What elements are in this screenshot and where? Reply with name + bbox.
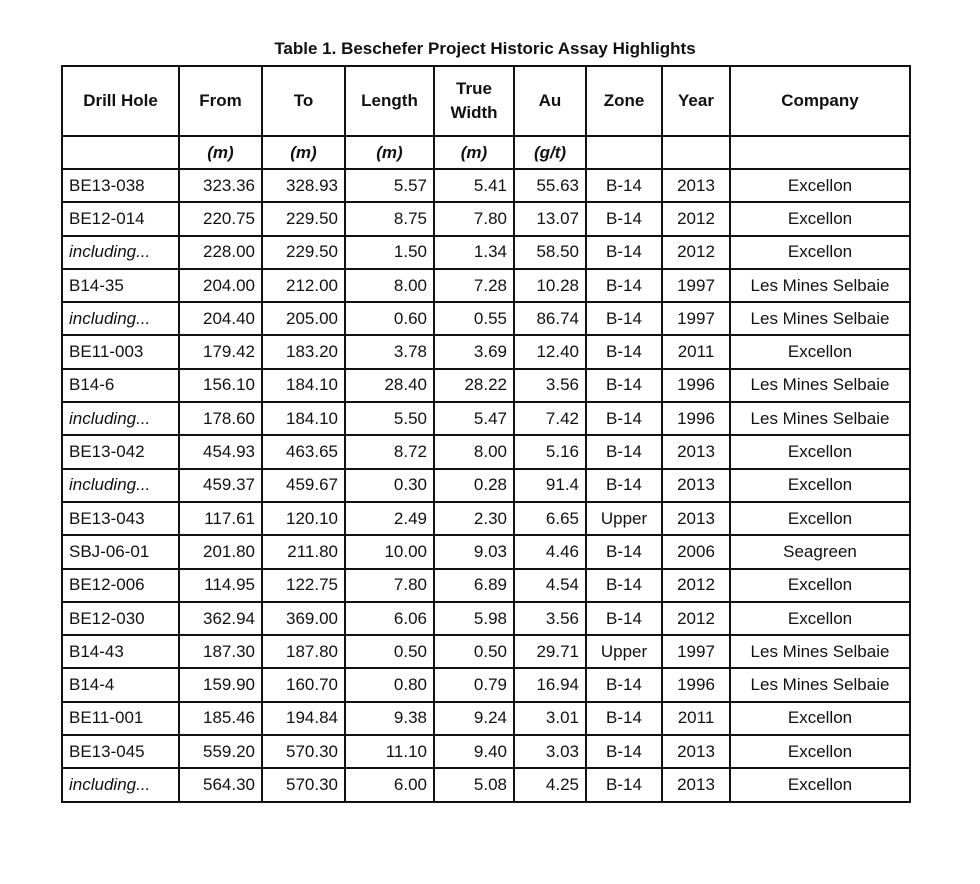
cell-au: 12.40 — [514, 335, 586, 368]
cell-company: Les Mines Selbaie — [730, 269, 910, 302]
cell-true-width: 5.47 — [434, 402, 514, 435]
cell-zone: B-14 — [586, 302, 662, 335]
cell-true-width: 1.34 — [434, 236, 514, 269]
table-row — [62, 535, 910, 568]
cell-drill-hole: B14-43 — [62, 635, 179, 668]
cell-au: 4.46 — [514, 535, 586, 568]
cell-to: 570.30 — [262, 768, 345, 801]
table-row — [62, 169, 910, 202]
table-row — [62, 335, 910, 368]
cell-true-width: 9.03 — [434, 535, 514, 568]
cell-to: 369.00 — [262, 602, 345, 635]
header-company: Company — [730, 66, 910, 136]
cell-year: 2012 — [662, 602, 730, 635]
cell-zone: B-14 — [586, 169, 662, 202]
cell-from: 187.30 — [179, 635, 262, 668]
cell-year: 1996 — [662, 668, 730, 701]
cell-zone: B-14 — [586, 569, 662, 602]
unit-true-width: (m) — [434, 136, 514, 169]
cell-year: 2011 — [662, 702, 730, 735]
cell-au: 16.94 — [514, 668, 586, 701]
table-row — [62, 635, 910, 668]
cell-to: 183.20 — [262, 335, 345, 368]
cell-drill-hole: BE13-038 — [62, 169, 179, 202]
table-row — [62, 435, 910, 468]
cell-year: 2013 — [662, 435, 730, 468]
cell-company: Excellon — [730, 768, 910, 801]
cell-to: 328.93 — [262, 169, 345, 202]
cell-company: Excellon — [730, 169, 910, 202]
cell-year: 1996 — [662, 402, 730, 435]
cell-company: Excellon — [730, 202, 910, 235]
table-row — [62, 269, 910, 302]
cell-zone: B-14 — [586, 202, 662, 235]
cell-zone: B-14 — [586, 402, 662, 435]
cell-drill-hole: BE12-030 — [62, 602, 179, 635]
cell-drill-hole: BE12-014 — [62, 202, 179, 235]
cell-year: 2013 — [662, 469, 730, 502]
cell-au: 3.56 — [514, 369, 586, 402]
cell-length: 0.30 — [345, 469, 434, 502]
cell-zone: B-14 — [586, 768, 662, 801]
unit-drill-hole — [62, 136, 179, 169]
unit-au: (g/t) — [514, 136, 586, 169]
cell-from: 564.30 — [179, 768, 262, 801]
header-au: Au — [514, 66, 586, 136]
cell-zone: B-14 — [586, 369, 662, 402]
cell-company: Les Mines Selbaie — [730, 302, 910, 335]
cell-company: Excellon — [730, 435, 910, 468]
cell-au: 91.4 — [514, 469, 586, 502]
unit-year — [662, 136, 730, 169]
cell-true-width: 9.40 — [434, 735, 514, 768]
cell-company: Excellon — [730, 735, 910, 768]
table-title: Table 1. Beschefer Project Historic Assay Highlights — [274, 39, 696, 58]
units-row — [62, 136, 910, 169]
cell-from: 228.00 — [179, 236, 262, 269]
cell-year: 1996 — [662, 369, 730, 402]
cell-from: 156.10 — [179, 369, 262, 402]
cell-from: 323.36 — [179, 169, 262, 202]
cell-drill-hole: including... — [62, 469, 179, 502]
cell-to: 229.50 — [262, 202, 345, 235]
cell-zone: B-14 — [586, 702, 662, 735]
cell-from: 159.90 — [179, 668, 262, 701]
cell-drill-hole: BE13-042 — [62, 435, 179, 468]
header-drill-hole: Drill Hole — [62, 66, 179, 136]
cell-length: 8.72 — [345, 435, 434, 468]
cell-to: 211.80 — [262, 535, 345, 568]
cell-to: 570.30 — [262, 735, 345, 768]
cell-length: 8.75 — [345, 202, 434, 235]
header-true-width-line1: True — [456, 79, 492, 98]
cell-from: 559.20 — [179, 735, 262, 768]
cell-au: 58.50 — [514, 236, 586, 269]
cell-year: 1997 — [662, 269, 730, 302]
cell-au: 86.74 — [514, 302, 586, 335]
cell-from: 185.46 — [179, 702, 262, 735]
cell-length: 2.49 — [345, 502, 434, 535]
cell-length: 8.00 — [345, 269, 434, 302]
cell-au: 4.25 — [514, 768, 586, 801]
cell-true-width: 0.55 — [434, 302, 514, 335]
cell-to: 187.80 — [262, 635, 345, 668]
cell-to: 184.10 — [262, 369, 345, 402]
assay-table — [61, 65, 911, 803]
cell-au: 13.07 — [514, 202, 586, 235]
table-row — [62, 569, 910, 602]
table-header — [62, 66, 910, 169]
cell-to: 212.00 — [262, 269, 345, 302]
cell-au: 3.01 — [514, 702, 586, 735]
cell-to: 459.67 — [262, 469, 345, 502]
cell-length: 7.80 — [345, 569, 434, 602]
cell-drill-hole: including... — [62, 236, 179, 269]
table-row — [62, 302, 910, 335]
cell-from: 179.42 — [179, 335, 262, 368]
cell-company: Excellon — [730, 236, 910, 269]
cell-length: 10.00 — [345, 535, 434, 568]
cell-zone: B-14 — [586, 668, 662, 701]
cell-true-width: 28.22 — [434, 369, 514, 402]
header-length: Length — [345, 66, 434, 136]
cell-year: 2012 — [662, 236, 730, 269]
unit-to: (m) — [262, 136, 345, 169]
cell-year: 2013 — [662, 169, 730, 202]
table-body — [62, 169, 910, 802]
cell-au: 3.03 — [514, 735, 586, 768]
unit-zone — [586, 136, 662, 169]
table-row — [62, 202, 910, 235]
cell-length: 6.00 — [345, 768, 434, 801]
header-row — [62, 66, 910, 136]
table-row — [62, 236, 910, 269]
cell-year: 2012 — [662, 202, 730, 235]
cell-year: 2013 — [662, 502, 730, 535]
cell-drill-hole: B14-6 — [62, 369, 179, 402]
cell-zone: Upper — [586, 502, 662, 535]
cell-true-width: 9.24 — [434, 702, 514, 735]
cell-zone: B-14 — [586, 602, 662, 635]
cell-length: 11.10 — [345, 735, 434, 768]
cell-length: 9.38 — [345, 702, 434, 735]
cell-year: 1997 — [662, 635, 730, 668]
cell-year: 1997 — [662, 302, 730, 335]
table-row — [62, 502, 910, 535]
table-row — [62, 768, 910, 801]
cell-to: 205.00 — [262, 302, 345, 335]
cell-from: 117.61 — [179, 502, 262, 535]
cell-true-width: 7.80 — [434, 202, 514, 235]
cell-true-width: 0.28 — [434, 469, 514, 502]
cell-au: 3.56 — [514, 602, 586, 635]
cell-from: 362.94 — [179, 602, 262, 635]
cell-drill-hole: SBJ-06-01 — [62, 535, 179, 568]
cell-to: 160.70 — [262, 668, 345, 701]
cell-drill-hole: BE11-001 — [62, 702, 179, 735]
cell-from: 178.60 — [179, 402, 262, 435]
header-year: Year — [662, 66, 730, 136]
cell-drill-hole: including... — [62, 768, 179, 801]
cell-company: Les Mines Selbaie — [730, 635, 910, 668]
cell-true-width: 6.89 — [434, 569, 514, 602]
cell-year: 2012 — [662, 569, 730, 602]
cell-zone: B-14 — [586, 335, 662, 368]
cell-company: Excellon — [730, 602, 910, 635]
table-row — [62, 369, 910, 402]
cell-drill-hole: BE13-045 — [62, 735, 179, 768]
cell-au: 5.16 — [514, 435, 586, 468]
cell-length: 5.50 — [345, 402, 434, 435]
cell-true-width: 5.41 — [434, 169, 514, 202]
cell-zone: B-14 — [586, 469, 662, 502]
cell-true-width: 0.79 — [434, 668, 514, 701]
cell-drill-hole: including... — [62, 402, 179, 435]
cell-from: 114.95 — [179, 569, 262, 602]
cell-true-width: 5.98 — [434, 602, 514, 635]
cell-zone: B-14 — [586, 535, 662, 568]
cell-zone: Upper — [586, 635, 662, 668]
cell-length: 0.50 — [345, 635, 434, 668]
cell-from: 454.93 — [179, 435, 262, 468]
cell-true-width: 8.00 — [434, 435, 514, 468]
cell-to: 120.10 — [262, 502, 345, 535]
table-row — [62, 402, 910, 435]
cell-company: Les Mines Selbaie — [730, 369, 910, 402]
cell-to: 463.65 — [262, 435, 345, 468]
cell-zone: B-14 — [586, 735, 662, 768]
cell-from: 204.00 — [179, 269, 262, 302]
table-row — [62, 668, 910, 701]
table-row — [62, 469, 910, 502]
cell-length: 1.50 — [345, 236, 434, 269]
table-row — [62, 735, 910, 768]
cell-company: Excellon — [730, 569, 910, 602]
cell-length: 0.60 — [345, 302, 434, 335]
cell-length: 3.78 — [345, 335, 434, 368]
table-row — [62, 602, 910, 635]
cell-au: 29.71 — [514, 635, 586, 668]
cell-company: Excellon — [730, 469, 910, 502]
cell-to: 122.75 — [262, 569, 345, 602]
cell-zone: B-14 — [586, 435, 662, 468]
cell-year: 2013 — [662, 768, 730, 801]
cell-true-width: 2.30 — [434, 502, 514, 535]
cell-to: 184.10 — [262, 402, 345, 435]
header-true-width — [434, 66, 514, 136]
cell-to: 229.50 — [262, 236, 345, 269]
header-true-width-line2: Width — [450, 103, 498, 122]
cell-true-width: 0.50 — [434, 635, 514, 668]
cell-year: 2013 — [662, 735, 730, 768]
cell-from: 220.75 — [179, 202, 262, 235]
header-to: To — [262, 66, 345, 136]
cell-au: 10.28 — [514, 269, 586, 302]
cell-au: 7.42 — [514, 402, 586, 435]
cell-company: Les Mines Selbaie — [730, 668, 910, 701]
cell-length: 6.06 — [345, 602, 434, 635]
unit-from: (m) — [179, 136, 262, 169]
cell-true-width: 5.08 — [434, 768, 514, 801]
cell-from: 459.37 — [179, 469, 262, 502]
cell-au: 55.63 — [514, 169, 586, 202]
cell-drill-hole: BE11-003 — [62, 335, 179, 368]
cell-drill-hole: B14-35 — [62, 269, 179, 302]
cell-true-width: 7.28 — [434, 269, 514, 302]
cell-zone: B-14 — [586, 236, 662, 269]
cell-length: 28.40 — [345, 369, 434, 402]
cell-company: Excellon — [730, 702, 910, 735]
cell-zone: B-14 — [586, 269, 662, 302]
header-zone: Zone — [586, 66, 662, 136]
cell-year: 2006 — [662, 535, 730, 568]
cell-au: 4.54 — [514, 569, 586, 602]
cell-drill-hole: BE13-043 — [62, 502, 179, 535]
cell-company: Excellon — [730, 502, 910, 535]
table-row — [62, 702, 910, 735]
cell-length: 5.57 — [345, 169, 434, 202]
cell-drill-hole: BE12-006 — [62, 569, 179, 602]
cell-to: 194.84 — [262, 702, 345, 735]
cell-company: Excellon — [730, 335, 910, 368]
header-from: From — [179, 66, 262, 136]
cell-company: Seagreen — [730, 535, 910, 568]
cell-company: Les Mines Selbaie — [730, 402, 910, 435]
unit-length: (m) — [345, 136, 434, 169]
cell-au: 6.65 — [514, 502, 586, 535]
cell-drill-hole: including... — [62, 302, 179, 335]
cell-length: 0.80 — [345, 668, 434, 701]
cell-year: 2011 — [662, 335, 730, 368]
cell-drill-hole: B14-4 — [62, 668, 179, 701]
cell-true-width: 3.69 — [434, 335, 514, 368]
cell-from: 204.40 — [179, 302, 262, 335]
cell-from: 201.80 — [179, 535, 262, 568]
unit-company — [730, 136, 910, 169]
